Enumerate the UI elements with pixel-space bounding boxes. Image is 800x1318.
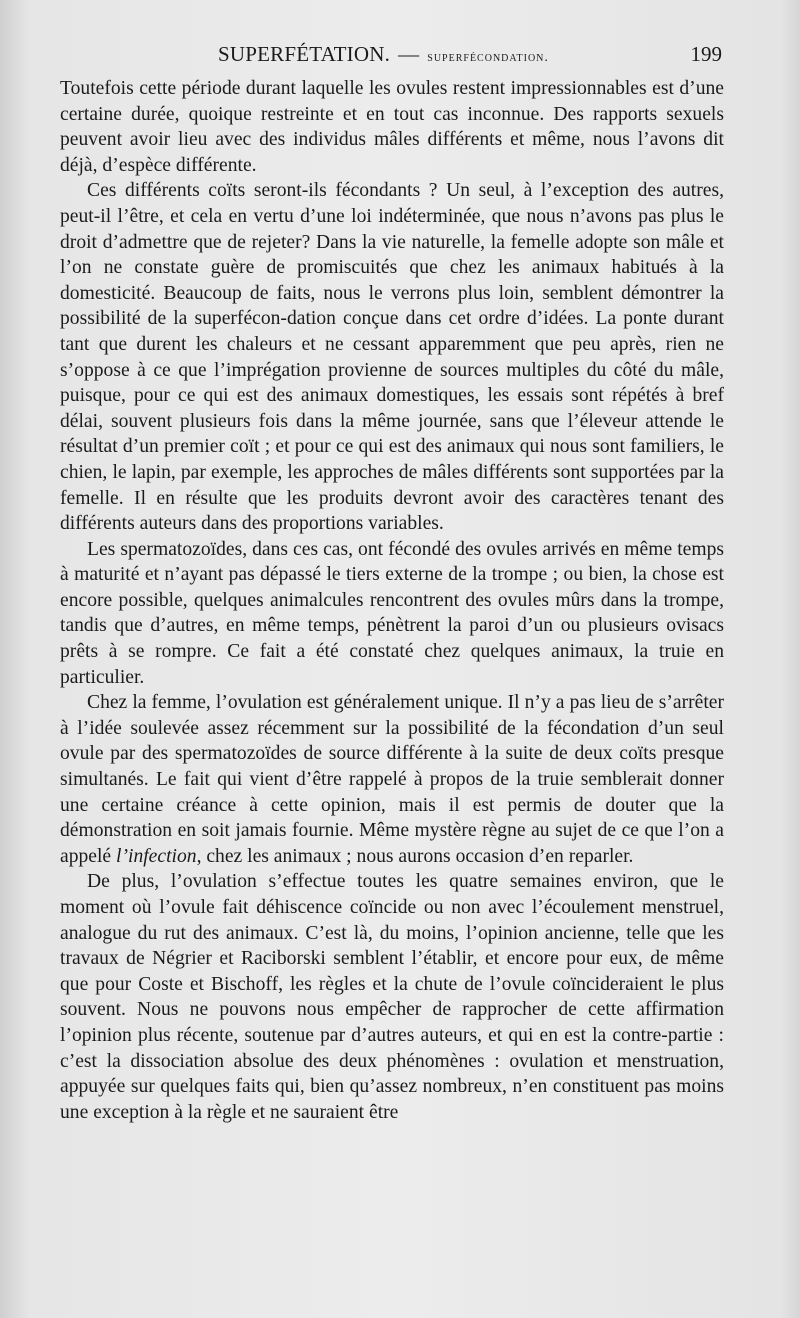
- section-subtitle: superfécondation.: [427, 50, 549, 65]
- page-number: 199: [690, 42, 722, 66]
- chapter-title: SUPERFÉTATION.: [218, 42, 391, 66]
- paragraph-4-text-after: , chez les animaux ; nous aurons occasion d’en reparler.: [196, 845, 634, 867]
- page-body: [60, 76, 724, 1125]
- paragraph-2: Ces différents coïts seront-ils fécondants ? Un seul, à l’exception des autres, peut-il l’être, et cela en vertu d’une loi indéterminée, que nous n’avons pas plus le droit d’admettre que de rejeter? Dans la vie naturelle, la femelle adopte son mâle et l’on ne constate guère de promiscuités que chez les animaux habitués à la domesticité. Beaucoup de faits, nous le verrons plus loin, semblent démontrer la possibilité de la superfécon-dation conçue dans cet ordre d’idées. La ponte durant tant que durent les chaleurs et ne cessant apparemment que peu après, rien ne s’oppose à ce que l’imprégation provienne de sources multiples du côté du mâle, puisque, pour ce qui est des animaux domestiques, les essais sont répétés à bref délai, souvent plusieurs fois dans la même journée, sans que l’éleveur attende le résultat d’un premier coït ; et pour ce qui est des animaux qui nous sont familiers, le chien, le lapin, par exemple, les approches de mâles différents sont supportées par la femelle. Il en résulte que les produits devront avoir des caractères tenant des différents auteurs dans des proportions variables.: [60, 180, 724, 535]
- paragraph-3: Les spermatozoïdes, dans ces cas, ont fécondé des ovules arrivés en même temps à maturité et n’ayant pas dépassé le tiers externe de la trompe ; ou bien, la chose est encore possible, quelques animalcules rencontrent des ovules mûrs dans la trompe, tandis que d’autres, en même temps, pénètrent la paroi d’un ou plusieurs ovisacs prêts à se rompre. Ce fait a été constaté chez quelques animaux, la truie en particulier.: [60, 538, 724, 688]
- running-title: [218, 42, 549, 67]
- paragraph-1: Toutefois cette période durant laquelle les ovules restent impressionnables est d’une certaine durée, quoique restreinte et en tout cas inconnue. Des rapports sexuels peuvent avoir lieu avec des individus mâles différents et même, nous l’avons dit déjà, d’espèce différente.: [60, 78, 724, 176]
- running-header: [60, 42, 722, 72]
- title-dash: —: [398, 42, 420, 66]
- paragraph-4-italic-term: l’infection: [116, 845, 197, 867]
- paragraph-5: De plus, l’ovulation s’effectue toutes les quatre semaines environ, que le moment où l’ovule fait déhiscence coïncide ou non avec l’écoulement menstruel, analogue du rut des animaux. C’est là, du moins, l’opinion ancienne, telle que les travaux de Négrier et Raciborski semblent l’établir, et encore pour eux, de même que pour Coste et Bischoff, les règles et la chute de l’ovule coïncideraient le plus souvent. Nous ne pouvons nous empêcher de rapprocher de cette affirmation l’opinion plus récente, soutenue par d’autres auteurs, et qui en est la contre-partie : c’est la dissociation absolue des deux phénomènes : ovulation et menstruation, appuyée sur quelques faits qui, bien qu’assez nombreux, n’en constituent pas moins une exception à la règle et ne sauraient être: [60, 871, 724, 1123]
- paragraph-4: [60, 690, 724, 869]
- paragraph-4-text-before: Chez la femme, l’ovulation est généralement unique. Il n’y a pas lieu de s’arrêter à l’idée soulevée assez récemment sur la possibilité de la fécondation d’un seul ovule par des spermatozoïdes de source différente à la suite de deux coïts presque simultanés. Le fait qui vient d’être rappelé à propos de la truie semblerait donner une certaine créance à cette opinion, mais il est permis de douter que la démonstration en soit jamais fournie. Même mystère règne au sujet de ce que l’on a appelé: [60, 692, 724, 867]
